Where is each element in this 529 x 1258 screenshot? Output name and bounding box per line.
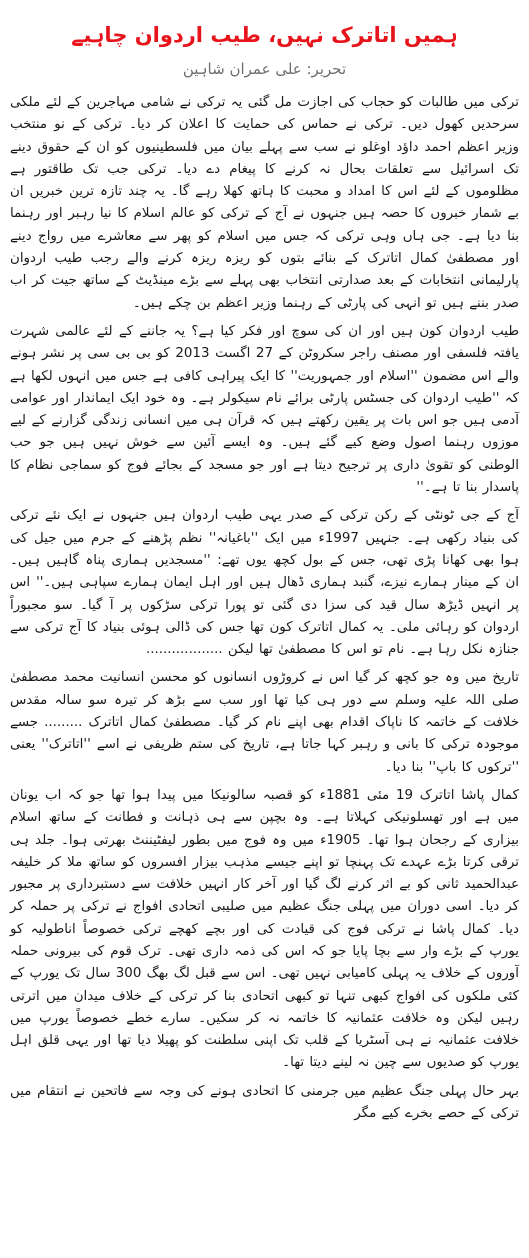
paragraph: تاریخ میں وہ جو کچھ کر گیا اس نے کروڑوں انسانوں کو محسن انسانیت محمد مصطفیٰ صلی اللہ علیہ وسلم سے دور ہی کیا تھا اور سب سے بڑھ کر تیرہ سو سالہ مقدس خلافت کے خاتمہ کا ناپاک اقدام بھی اپنے نام کر گیا۔ مصطفیٰ کمال اتاترک ......... جسے موجودہ ترکی کا بانی و رہبر کہا جاتا ہے، تاریخ کی ستم ظریفی نے اسے ''اتاترک'' یعنی ''ترکوں کا باپ'' بنا دیا۔ <box>10 670 519 775</box>
paragraph: طیب اردوان کون ہیں اور ان کی سوچ اور فکر کیا ہے؟ یہ جاننے کے لئے عالمی شہرت یافتہ فلسفی اور مصنف راجر سکروٹن کے 27 اگست 2013 کو بی بی سی پر نشر ہونے والے اس مضمون ''اسلام اور جمہوریت'' کا ایک پیراہی کافی ہے جس میں انہوں لکھا ہے کہ ''طیب اردوان کی جسٹس پارٹی برائے نام سیکولر ہے۔ وہ خود ایک ایماندار اور عوامی آدمی ہیں جو اس بات پر یقین رکھتے ہیں کہ قرآن ہی میں انسانی زندگی گزارنے کے لیے موزوں رہنما اصول وضع کیے گئے ہیں۔ وہ ایسے آئین سے خوش نہیں ہیں جو حب الوطنی کو تقویٰ داری پر ترجیح دیتا ہے اور جو مسجد کے بجائے فوج کو سماجی نظام کا پاسدار بنا تا ہے۔'' <box>10 323 519 496</box>
article-body <box>10 92 519 1125</box>
paragraph: آج کے جی ٹونٹی کے رکن ترکی کے صدر یہی طیب اردوان ہیں جنہوں نے ایک نئے ترکی کی بنیاد رکھی ہے۔ جنہیں 1997ء میں ایک ''باغیانہ'' نظم پڑھنے کے جرم میں جیل کی ہوا بھی کھانا پڑی تھی، جس کے بول کچھ یوں تھے: ''مسجدیں ہماری پناہ گاہیں ہیں۔ ان کے مینار ہمارے نیزے، گنبد ہماری ڈھال ہیں اور اہل ایمان ہمارے سپاہی ہیں۔'' اس پر انہیں ڈیڑھ سال قید کی سزا دی گئی تو پورا ترکی سڑکوں پر آ گیا۔ سو مجبوراً اردوان کو رہائی ملی۔ یہ کمال اتاترک کون تھا جس کی ڈالی ہوئی بنیاد کا آج ترکی سے جنازہ نکل رہا ہے۔ نام تو اس کا مصطفیٰ تھا لیکن .................. <box>10 508 519 658</box>
paragraph: بہر حال پہلی جنگ عظیم میں جرمنی کا اتحادی ہونے کی وجہ سے فاتحین نے انتقام میں ترکی کے حصے بخرے کیے مگر <box>10 1083 519 1122</box>
byline: تحریر: علی عمران شاہین <box>182 60 347 78</box>
paragraph: ترکی میں طالبات کو حجاب کی اجازت مل گئی یہ ترکی نے شامی مہاجرین کے لئے ملکی سرحدیں کھول دیں۔ ترکی نے حماس کی حمایت کا اعلان کر دیا۔ ترکی کے نو منتخب وزیر اعظم احمد داؤد اوغلو نے سب سے پہلے بیان میں فلسطینیوں کو ان کے حقوق دینے تک اسرائیل سے تعلقات بحال نہ کرنے کا پیغام دے دیا۔ ترکی جب تک طاقتور ہے مظلوموں کے لئے اس کا امداد و محبت کا ہاتھ کھلا رہے گا۔ یہ چند تازہ ترین خبریں ان بے شمار خبروں کا حصہ ہیں جنہوں نے آج کے ترکی کو عالم اسلام کا نیا رہبر اور رہنما بنا دیا ہے۔ جی ہاں وہی ترکی کہ جس میں اسلام کو پھر سے معاشرے میں رواج دینے اور مصطفیٰ کمال اتاترک کے بنائے بتوں کو ریزہ ریزہ کرنے والے رجب طیب اردوان پارلیمانی انتخابات کے بعد صدارتی انتخاب بھی پہلے سے بڑے مینڈیٹ کے ساتھ جیت کر اب صدر بننے ہیں تو انہی کی پارٹی کے رہنما وزیر اعظم بن چکے ہیں۔ <box>10 95 520 311</box>
paragraph: کمال پاشا اتاترک 19 مئی 1881ء کو قصبہ سالونیکا میں پیدا ہوا تھا جو کہ اب یونان میں ہے اور تھسلونیکی کہلاتا ہے۔ وہ بچپن سے ہی ذہانت و فطانت کے ساتھ اسلام بیزاری کے رجحان ہوا تھا۔ 1905ء میں وہ فوج میں بطور لیفٹیننٹ بھرتی ہوا۔ جلد ہی ترقی کرتا بڑے عہدے تک پہنچا تو اپنے جیسے مذہب بیزار افسروں کو ساتھ ملا کر خلیفہ عبدالحمید ثانی کو بے اثر کرنے لگ گیا اور آخر کار انہیں خلافت سے دستبرداری پر مجبور کر دیا۔ اسی دوران میں پہلی جنگ عظیم میں صلیبی اتحادی افواج نے ترکی پر حملہ کر دیا۔ کمال پاشا نے ترکی فوج کی قیادت کی اور بچے کھچے ترکی خصوصاً اناطولیہ کو یورپ کے بڑے وار سے بچا پایا جو کہ اس کی ذمہ داری تھی۔ ترک قوم کی بیرونی حملہ آوروں کے خلاف یہ پہلی کامیابی نہیں تھی۔ اس سے قبل لگ بھگ 300 سال تک یورپ کے کئی ملکوں کی افواج کبھی تنہا تو کبھی اتحادی بنا کر ترکی کے خلاف میدان میں اترتی رہیں لیکن وہ خلافت عثمانیہ کا خاتمہ نہ کر سکیں۔ سارے خطے خصوصاً یورپ میں خلافت عثمانیہ نے ہی آسٹریا کے قلب تک اپنی سلطنت کو پھیلا دیا تھا اور یہی قلق اہل یورپ کو صدیوں سے چین نہ لینے دیتا تھا۔ <box>10 787 520 1071</box>
headline: ہمیں اتاترک نہیں، طیب اردوان چاہیے <box>71 23 458 47</box>
